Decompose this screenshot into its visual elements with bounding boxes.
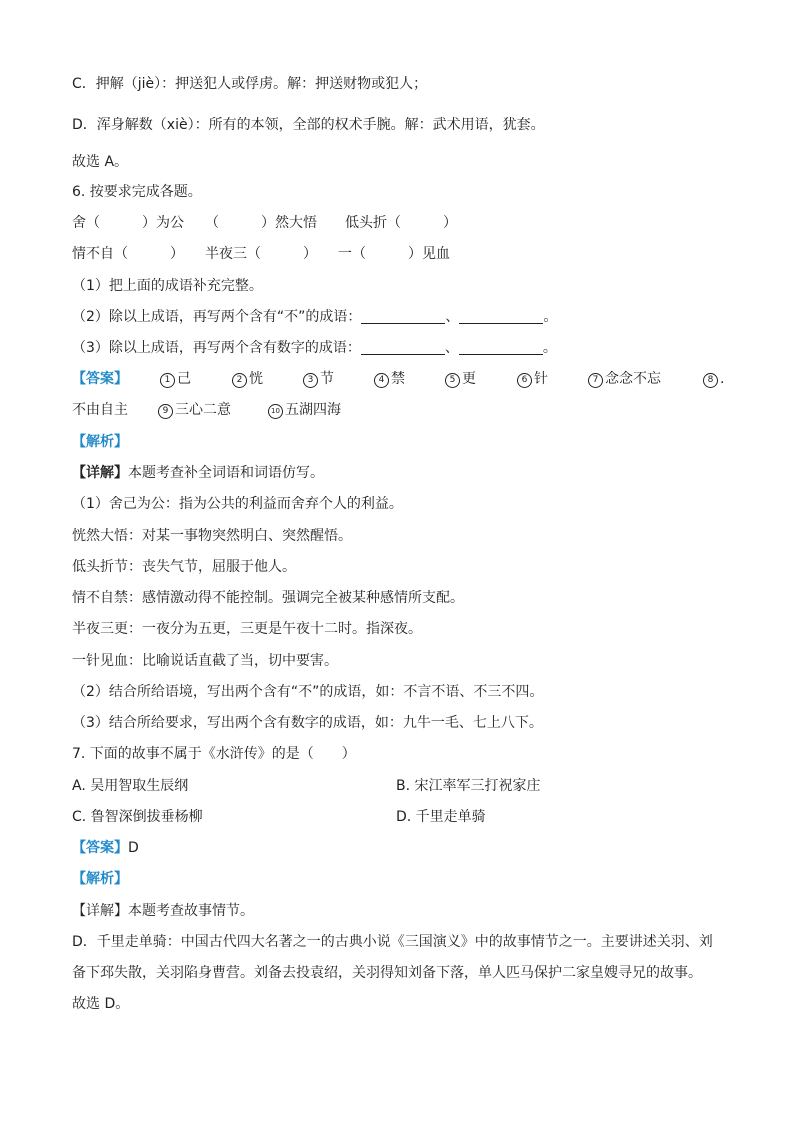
choose-d-line: 故选 D。 (72, 996, 130, 1012)
question-7-option-c: C. 鲁智深倒拔垂杨柳 (72, 809, 203, 825)
question-6-sub-3 (72, 339, 557, 357)
explanation-6: 一针见血：比喻说话直截了当，切中要害。 (72, 653, 338, 669)
circled-number: 3 (303, 373, 318, 388)
question-7-answer (72, 839, 139, 857)
explanation-8: （3）结合所给要求，写出两个含有数字的成语，如：九牛一毛、七上八下。 (72, 715, 543, 731)
explanation-5: 半夜三更：一夜分为五更，三更是午夜十二时。指深夜。 (72, 621, 422, 637)
detail-text: 本题考查故事情节。 (128, 903, 254, 919)
choose-a-line: 故选 A。 (72, 154, 129, 170)
answer-blank (459, 309, 543, 324)
explanation-1: （1）舍己为公：指为公共的利益而舍弃个人的利益。 (72, 496, 403, 512)
answer-text: 恍 (249, 371, 263, 387)
answer-item-2 (232, 370, 263, 388)
sentence-end: 。 (542, 340, 557, 356)
answer-value: D (128, 840, 139, 856)
question-7-option-a: A. 吴用智取生辰纲 (72, 778, 189, 794)
circled-number: 7 (588, 373, 603, 388)
analysis-label: 【解析】 (72, 871, 128, 887)
sentence-end: 。 (543, 309, 558, 325)
answer-item-3 (303, 370, 334, 388)
detail-line (72, 902, 254, 920)
separator: 、 (445, 309, 460, 325)
option-d-line: D．浑身解数（xiè）：所有的本领，全部的权术手腕。解：武术用语，犹套。 (72, 117, 545, 133)
separator: 、 (444, 340, 459, 356)
detail-text: 本题考查补全词语和词语仿写。 (128, 465, 324, 481)
answer-text: 己 (177, 371, 191, 387)
answer-text: 禁 (391, 371, 405, 387)
answer-blank (459, 340, 543, 355)
answer-item-5 (445, 370, 476, 388)
sub-2-prefix: （2）除以上成语，再写两个含有“不”的成语： (72, 309, 362, 325)
answer-item-9 (158, 401, 231, 419)
answer-text: 节 (320, 371, 334, 387)
circled-number: 4 (374, 373, 389, 388)
answer-text: 念念不忘 (605, 371, 661, 387)
circled-number: 8 (703, 373, 718, 388)
answer-text: 五湖四海 (285, 402, 341, 418)
answer-item-1 (160, 370, 191, 388)
question-7-option-d: D. 千里走单骑 (396, 809, 486, 825)
answer-row-2 (72, 401, 128, 419)
circled-number: 10 (268, 404, 283, 419)
answer-text: 更 (462, 371, 476, 387)
analysis-label: 【解析】 (72, 434, 128, 450)
answer-blank (361, 340, 445, 355)
question-7-option-b: B. 宋江率军三打祝家庄 (396, 778, 541, 794)
question-6-title: 6. 按要求完成各题。 (72, 184, 202, 200)
question-7-explanation-1: D．千里走单骑：中国古代四大名著之一的古典小说《三国演义》中的故事情节之一。主要讲述关羽、刘 (72, 934, 713, 950)
detail-label: 【详解】 (72, 465, 128, 481)
option-c-line: C．押解（jiè）：押送犯人或俘虏。解：押送财物或犯人； (72, 76, 428, 92)
circled-number: 5 (445, 373, 460, 388)
question-6-sub-2 (72, 308, 557, 326)
detail-line (72, 464, 324, 482)
answer-label: 【答案】 (72, 840, 128, 856)
answer-item-6 (517, 370, 548, 388)
answer-8-text: 不由自主 (72, 402, 128, 418)
explanation-2: 恍然大悟：对某一事物突然明白、突然醒悟。 (72, 528, 352, 544)
explanation-4: 情不自禁：感情激动得不能控制。强调完全被某种感情所支配。 (72, 590, 464, 606)
circled-number: 2 (232, 373, 247, 388)
answer-text: 针 (534, 371, 548, 387)
explanation-7: （2）结合所给语境，写出两个含有“不”的成语，如：不言不语、不三不四。 (72, 684, 544, 700)
detail-label: 【详解】 (72, 903, 128, 919)
answer-blank (361, 309, 445, 324)
answer-item-7 (588, 370, 661, 388)
explanation-3: 低头折节：丧失气节，屈服于他人。 (72, 559, 296, 575)
answer-text: 三心二意 (175, 402, 231, 418)
question-6-sub-1: （1）把上面的成语补充完整。 (72, 278, 263, 294)
circled-number: 6 (517, 373, 532, 388)
answer-item-8 (703, 370, 724, 388)
sub-3-prefix: （3）除以上成语，再写两个含有数字的成语： (72, 340, 361, 356)
answer-text: . (720, 371, 725, 387)
answer-item-10 (268, 401, 341, 419)
question-6-row-2: 情不自（ ） 半夜三（ ） 一（ ）见血 (72, 246, 450, 262)
question-7-explanation-2: 备下邳失散，关羽陷身曹营。刘备去投袁绍，关羽得知刘备下落，单人匹马保护二家皇嫂寻兄的故事。 (72, 965, 702, 981)
answer-item-4 (374, 370, 405, 388)
circled-number: 9 (158, 404, 173, 419)
question-6-row-1: 舍（ ）为公 （ ）然大悟 低头折（ ） (72, 215, 457, 231)
circled-number: 1 (160, 373, 175, 388)
question-7-title: 7. 下面的故事不属于《水浒传》的是（ ） (72, 746, 356, 762)
answer-label: 【答案】 (72, 371, 128, 387)
